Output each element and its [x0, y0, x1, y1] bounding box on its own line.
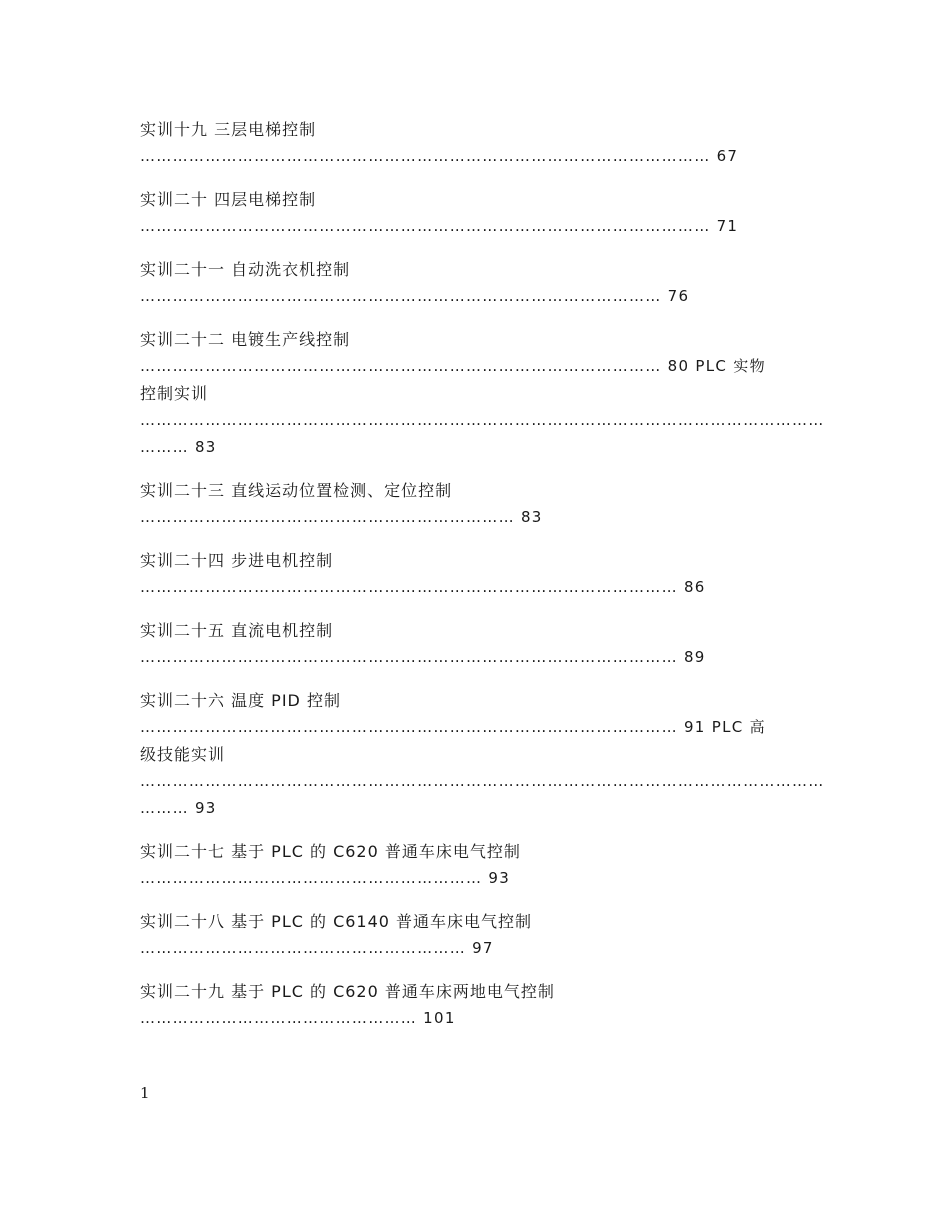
- toc-entry-title: 实训二十六 温度 PID 控制: [140, 691, 341, 710]
- toc-entry-leader: …………………………………………………………… 83: [140, 508, 543, 526]
- toc-entry-leader: ……………………………………………………………………………………… 89: [140, 648, 706, 666]
- toc-entry-title: 实训二十四 步进电机控制: [140, 551, 334, 570]
- toc-entry-leader: ………………………………………………………………………………………………………………: [140, 411, 825, 429]
- toc-entry-title: 实训二十二 电镀生产线控制: [140, 330, 351, 349]
- toc-entry-leader: …………………………………………………………………………………………… 71: [140, 217, 739, 235]
- toc-section-title: 级技能实训: [140, 745, 226, 764]
- toc-entry-title: 实训十九 三层电梯控制: [140, 120, 317, 139]
- toc-entry-leader: ……… 93: [140, 799, 217, 817]
- toc-entry-leader: …………………………………………………………………………………………… 67: [140, 147, 739, 165]
- toc-entry: [140, 116, 810, 170]
- toc-entry-leader: …………………………………………… 101: [140, 1009, 456, 1027]
- toc-entry-leader: ……… 83: [140, 438, 217, 456]
- toc-entry-title: 实训二十七 基于 PLC 的 C620 普通车床电气控制: [140, 842, 521, 861]
- toc-entry-title: 实训二十一 自动洗衣机控制: [140, 260, 351, 279]
- toc-entry-leader: …………………………………………………………………………………… 76: [140, 287, 690, 305]
- toc-entry: [140, 256, 810, 310]
- toc-entry: [140, 687, 825, 822]
- toc-entry-leader: …………………………………………………… 97: [140, 939, 494, 957]
- toc-entry: [140, 838, 810, 892]
- toc-entry-leader: ……………………………………………………………………………………… 91 PLC 高: [140, 718, 766, 736]
- page-number: 1: [140, 1084, 150, 1102]
- table-of-contents: [140, 116, 825, 1048]
- toc-entry-leader: ……………………………………………………… 93: [140, 869, 511, 887]
- toc-entry: [140, 908, 810, 962]
- toc-entry: [140, 326, 825, 461]
- toc-entry-leader: ……………………………………………………………………………………… 86: [140, 578, 706, 596]
- toc-entry-leader: ………………………………………………………………………………………………………………: [140, 772, 825, 790]
- toc-entry-title: 实训二十五 直流电机控制: [140, 621, 334, 640]
- toc-section-title: 控制实训: [140, 384, 209, 403]
- toc-entry-leader: …………………………………………………………………………………… 80 PLC 实物: [140, 357, 766, 375]
- toc-entry-title: 实训二十九 基于 PLC 的 C620 普通车床两地电气控制: [140, 982, 555, 1001]
- toc-entry-title: 实训二十八 基于 PLC 的 C6140 普通车床电气控制: [140, 912, 533, 931]
- toc-entry: [140, 617, 810, 671]
- toc-entry-title: 实训二十三 直线运动位置检测、定位控制: [140, 481, 453, 500]
- toc-entry: [140, 186, 810, 240]
- toc-entry: [140, 978, 810, 1032]
- toc-entry: [140, 477, 810, 531]
- toc-entry-title: 实训二十 四层电梯控制: [140, 190, 317, 209]
- toc-entry: [140, 547, 810, 601]
